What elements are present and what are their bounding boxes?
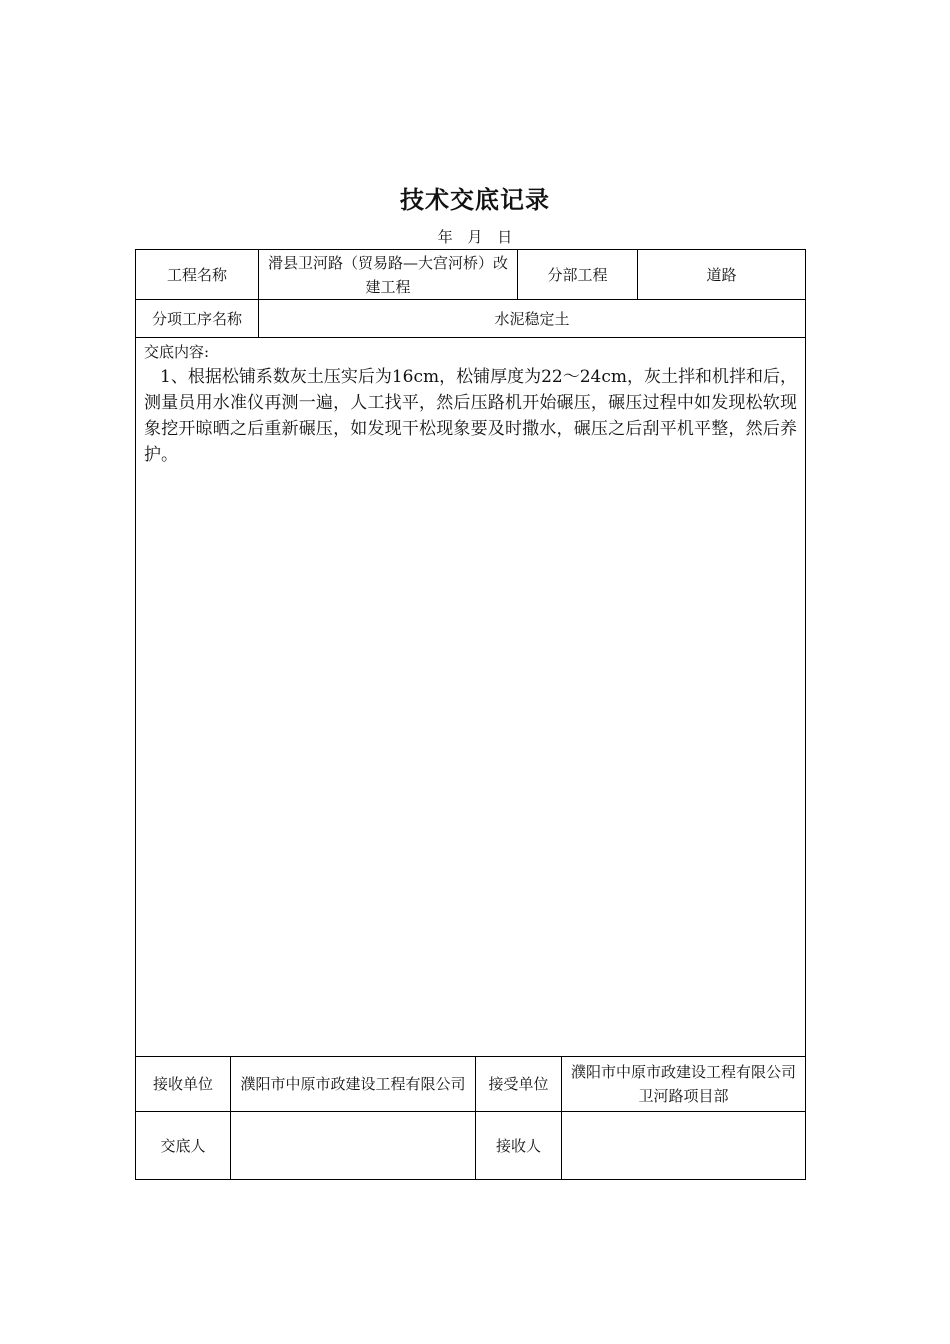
- content-row: [136, 338, 806, 1057]
- item-value: 水泥稳定土: [259, 300, 806, 338]
- signer-row: [136, 1112, 806, 1180]
- sub-project-label: 分部工程: [518, 250, 638, 300]
- project-name-value: 滑县卫河路（贸易路—大宫河桥）改建工程: [259, 250, 518, 300]
- accepting-unit-value: 濮阳市中原市政建设工程有限公司卫河路项目部: [562, 1057, 806, 1112]
- date-line: 年 月 日: [437, 228, 513, 246]
- presenter-value: [231, 1112, 476, 1180]
- receiver-label: 接收人: [476, 1112, 562, 1180]
- project-row: [136, 250, 806, 300]
- document-title: 技术交底记录: [400, 186, 550, 214]
- item-row: [136, 300, 806, 338]
- receiving-unit-label: 接收单位: [136, 1057, 231, 1112]
- content-body: 1、根据松铺系数灰土压实后为16cm，松铺厚度为22～24cm，灰土拌和机拌和后，测量员用水准仪再测一遍，人工找平，然后压路机开始碾压，碾压过程中如发现松软现象挖开晾晒之后重新碾压，如发现干松现象要及时撒水，碾压之后刮平机平整，然后养护。: [144, 367, 797, 465]
- content-cell: [136, 338, 806, 1057]
- unit-row: [136, 1057, 806, 1112]
- item-label: 分项工序名称: [136, 300, 259, 338]
- record-table: [135, 249, 806, 1057]
- accepting-unit-label: 接受单位: [476, 1057, 562, 1112]
- content-label: 交底内容:: [144, 343, 210, 361]
- sub-project-value: 道路: [638, 250, 806, 300]
- project-name-label: 工程名称: [136, 250, 259, 300]
- presenter-label: 交底人: [136, 1112, 231, 1180]
- signature-table: [135, 1056, 806, 1180]
- receiving-unit-value: 濮阳市中原市政建设工程有限公司: [231, 1057, 476, 1112]
- receiver-value: [562, 1112, 806, 1180]
